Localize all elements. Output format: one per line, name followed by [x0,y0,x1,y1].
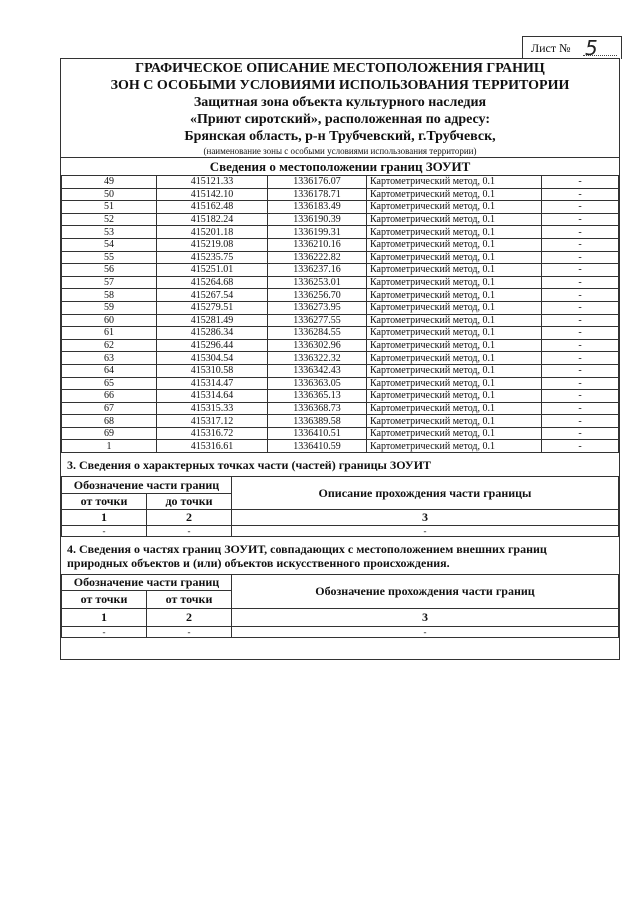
description-cell: - [542,377,619,390]
point-number-cell: 56 [62,264,157,277]
method-cell: Картометрический метод, 0.1 [367,226,542,239]
method-cell: Картометрический метод, 0.1 [367,402,542,415]
point-number-cell: 55 [62,251,157,264]
sheet-number-box [522,36,622,59]
x-coordinate-cell: 415314.47 [157,377,268,390]
section4-desc-header: Обозначение прохождения части границ [232,575,619,609]
description-cell: - [542,402,619,415]
table-row [62,251,619,264]
x-coordinate-cell: 415279.51 [157,301,268,314]
section3-cell-dash: - [147,526,232,537]
y-coordinate-cell: 1336284.55 [268,327,367,340]
description-cell: - [542,188,619,201]
x-coordinate-cell: 415316.61 [157,440,268,453]
table-row [62,264,619,277]
description-cell: - [542,327,619,340]
table-row [62,440,619,453]
table-row [62,188,619,201]
point-number-cell: 61 [62,327,157,340]
y-coordinate-cell: 1336222.82 [268,251,367,264]
section4-from-header: от точки [62,591,147,609]
x-coordinate-cell: 415182.24 [157,213,268,226]
x-coordinate-cell: 415304.54 [157,352,268,365]
description-cell: - [542,176,619,189]
section3-cell-dash: - [62,526,147,537]
header-line-3: Защитная зона объекта культурного наследия [193,95,487,110]
method-cell: Картометрический метод, 0.1 [367,188,542,201]
section3-col-num-2: 2 [147,510,232,526]
table-row [62,226,619,239]
y-coordinate-cell: 1336410.59 [268,440,367,453]
sheet-number: 5 [585,36,598,60]
description-cell: - [542,339,619,352]
section4-title [61,537,619,574]
method-cell: Картометрический метод, 0.1 [367,377,542,390]
table-row [62,201,619,214]
point-number-cell: 49 [62,176,157,189]
x-coordinate-cell: 415315.33 [157,402,268,415]
point-number-cell: 66 [62,390,157,403]
y-coordinate-cell: 1336176.07 [268,176,367,189]
table-row [62,390,619,403]
y-coordinate-cell: 1336190.39 [268,213,367,226]
table-row [62,402,619,415]
sheet-number-underline [583,55,617,56]
method-cell: Картометрический метод, 0.1 [367,289,542,302]
x-coordinate-cell: 415314.64 [157,390,268,403]
x-coordinate-cell: 415219.08 [157,238,268,251]
method-cell: Картометрический метод, 0.1 [367,415,542,428]
y-coordinate-cell: 1336365.13 [268,390,367,403]
document-header [61,59,619,157]
x-coordinate-cell: 415267.54 [157,289,268,302]
table-row [62,238,619,251]
method-cell: Картометрический метод, 0.1 [367,251,542,264]
section3-title: 3. Сведения о характерных точках части (частей) границы ЗОУИТ [67,458,432,473]
point-number-cell: 62 [62,339,157,352]
y-coordinate-cell: 1336277.55 [268,314,367,327]
description-cell: - [542,364,619,377]
table-row [62,276,619,289]
point-number-cell: 58 [62,289,157,302]
section4-col-num-1: 1 [62,609,147,627]
y-coordinate-cell: 1336389.58 [268,415,367,428]
description-cell: - [542,213,619,226]
section4-col-num-2: 2 [147,609,232,627]
section3-table [61,476,619,537]
y-coordinate-cell: 1336410.51 [268,427,367,440]
section3-from-header: от точки [62,494,147,510]
table-row [62,377,619,390]
table-row [62,327,619,340]
x-coordinate-cell: 415121.33 [157,176,268,189]
table-row [62,339,619,352]
point-number-cell: 69 [62,427,157,440]
description-cell: - [542,301,619,314]
x-coordinate-cell: 415142.10 [157,188,268,201]
table-row [62,176,619,189]
point-number-cell: 67 [62,402,157,415]
description-cell: - [542,440,619,453]
y-coordinate-cell: 1336273.95 [268,301,367,314]
x-coordinate-cell: 415235.75 [157,251,268,264]
point-number-cell: 53 [62,226,157,239]
point-number-cell: 68 [62,415,157,428]
sheet-label: Лист № [531,41,571,55]
document-frame [60,58,620,660]
method-cell: Картометрический метод, 0.1 [367,201,542,214]
y-coordinate-cell: 1336363.05 [268,377,367,390]
point-number-cell: 64 [62,364,157,377]
description-cell: - [542,251,619,264]
section3-cell-dash: - [232,526,619,537]
table-row [62,364,619,377]
section2-title: Сведения о местоположении границ ЗОУИТ [209,159,471,174]
method-cell: Картометрический метод, 0.1 [367,440,542,453]
method-cell: Картометрический метод, 0.1 [367,427,542,440]
method-cell: Картометрический метод, 0.1 [367,238,542,251]
table-row [62,415,619,428]
section4-title-line-2: природных объектов и (или) объектов искусственного происхождения. [67,556,450,571]
y-coordinate-cell: 1336256.70 [268,289,367,302]
header-line-2: ЗОН С ОСОБЫМИ УСЛОВИЯМИ ИСПОЛЬЗОВАНИЯ ТЕРРИТОРИИ [110,78,570,93]
point-number-cell: 50 [62,188,157,201]
header-line-1: ГРАФИЧЕСКОЕ ОПИСАНИЕ МЕСТОПОЛОЖЕНИЯ ГРАНИЦ [135,61,545,76]
point-number-cell: 57 [62,276,157,289]
description-cell: - [542,352,619,365]
point-number-cell: 54 [62,238,157,251]
method-cell: Картометрический метод, 0.1 [367,301,542,314]
y-coordinate-cell: 1336253.01 [268,276,367,289]
y-coordinate-cell: 1336302.96 [268,339,367,352]
table-row [62,352,619,365]
description-cell: - [542,314,619,327]
y-coordinate-cell: 1336183.49 [268,201,367,214]
x-coordinate-cell: 415264.68 [157,276,268,289]
x-coordinate-cell: 415281.49 [157,314,268,327]
table-row [62,289,619,302]
method-cell: Картометрический метод, 0.1 [367,176,542,189]
description-cell: - [542,238,619,251]
point-number-cell: 52 [62,213,157,226]
header-note: (наименование зоны с особыми условиями использования территории) [203,146,477,156]
x-coordinate-cell: 415162.48 [157,201,268,214]
section4-group-header: Обозначение части границ [62,575,232,591]
section3-col-num-1: 1 [62,510,147,526]
table-row [62,427,619,440]
point-number-cell: 65 [62,377,157,390]
description-cell: - [542,390,619,403]
coordinates-table [61,175,619,453]
description-cell: - [542,415,619,428]
x-coordinate-cell: 415286.34 [157,327,268,340]
y-coordinate-cell: 1336322.32 [268,352,367,365]
section4-table [61,574,619,638]
point-number-cell: 1 [62,440,157,453]
point-number-cell: 63 [62,352,157,365]
y-coordinate-cell: 1336368.73 [268,402,367,415]
section4-cell-dash: - [62,627,147,638]
method-cell: Картометрический метод, 0.1 [367,390,542,403]
table-row [62,213,619,226]
y-coordinate-cell: 1336342.43 [268,364,367,377]
header-line-4: «Приют сиротский», расположенная по адресу: [189,112,491,127]
section4-col-num-3: 3 [232,609,619,627]
point-number-cell: 60 [62,314,157,327]
point-number-cell: 51 [62,201,157,214]
description-cell: - [542,289,619,302]
table-row [62,314,619,327]
description-cell: - [542,427,619,440]
section4-title-line-1: 4. Сведения о частях границ ЗОУИТ, совпадающих с местоположением внешних границ [67,542,547,557]
section4-cell-dash: - [147,627,232,638]
description-cell: - [542,264,619,277]
method-cell: Картометрический метод, 0.1 [367,276,542,289]
y-coordinate-cell: 1336199.31 [268,226,367,239]
section3-to-header: до точки [147,494,232,510]
x-coordinate-cell: 415310.58 [157,364,268,377]
method-cell: Картометрический метод, 0.1 [367,264,542,277]
method-cell: Картометрический метод, 0.1 [367,339,542,352]
x-coordinate-cell: 415317.12 [157,415,268,428]
method-cell: Картометрический метод, 0.1 [367,352,542,365]
x-coordinate-cell: 415316.72 [157,427,268,440]
section4-cell-dash: - [232,627,619,638]
method-cell: Картометрический метод, 0.1 [367,327,542,340]
header-line-5: Брянская область, р-н Трубчевский, г.Трубчевск, [184,129,496,144]
y-coordinate-cell: 1336178.71 [268,188,367,201]
x-coordinate-cell: 415251.01 [157,264,268,277]
description-cell: - [542,276,619,289]
section3-desc-header: Описание прохождения части границы [232,477,619,510]
x-coordinate-cell: 415296.44 [157,339,268,352]
table-row [62,301,619,314]
section4-to-header: от точки [147,591,232,609]
y-coordinate-cell: 1336237.16 [268,264,367,277]
description-cell: - [542,201,619,214]
description-cell: - [542,226,619,239]
point-number-cell: 59 [62,301,157,314]
y-coordinate-cell: 1336210.16 [268,238,367,251]
section3-group-header: Обозначение части границ [62,477,232,494]
x-coordinate-cell: 415201.18 [157,226,268,239]
method-cell: Картометрический метод, 0.1 [367,364,542,377]
method-cell: Картометрический метод, 0.1 [367,213,542,226]
method-cell: Картометрический метод, 0.1 [367,314,542,327]
section3-col-num-3: 3 [232,510,619,526]
